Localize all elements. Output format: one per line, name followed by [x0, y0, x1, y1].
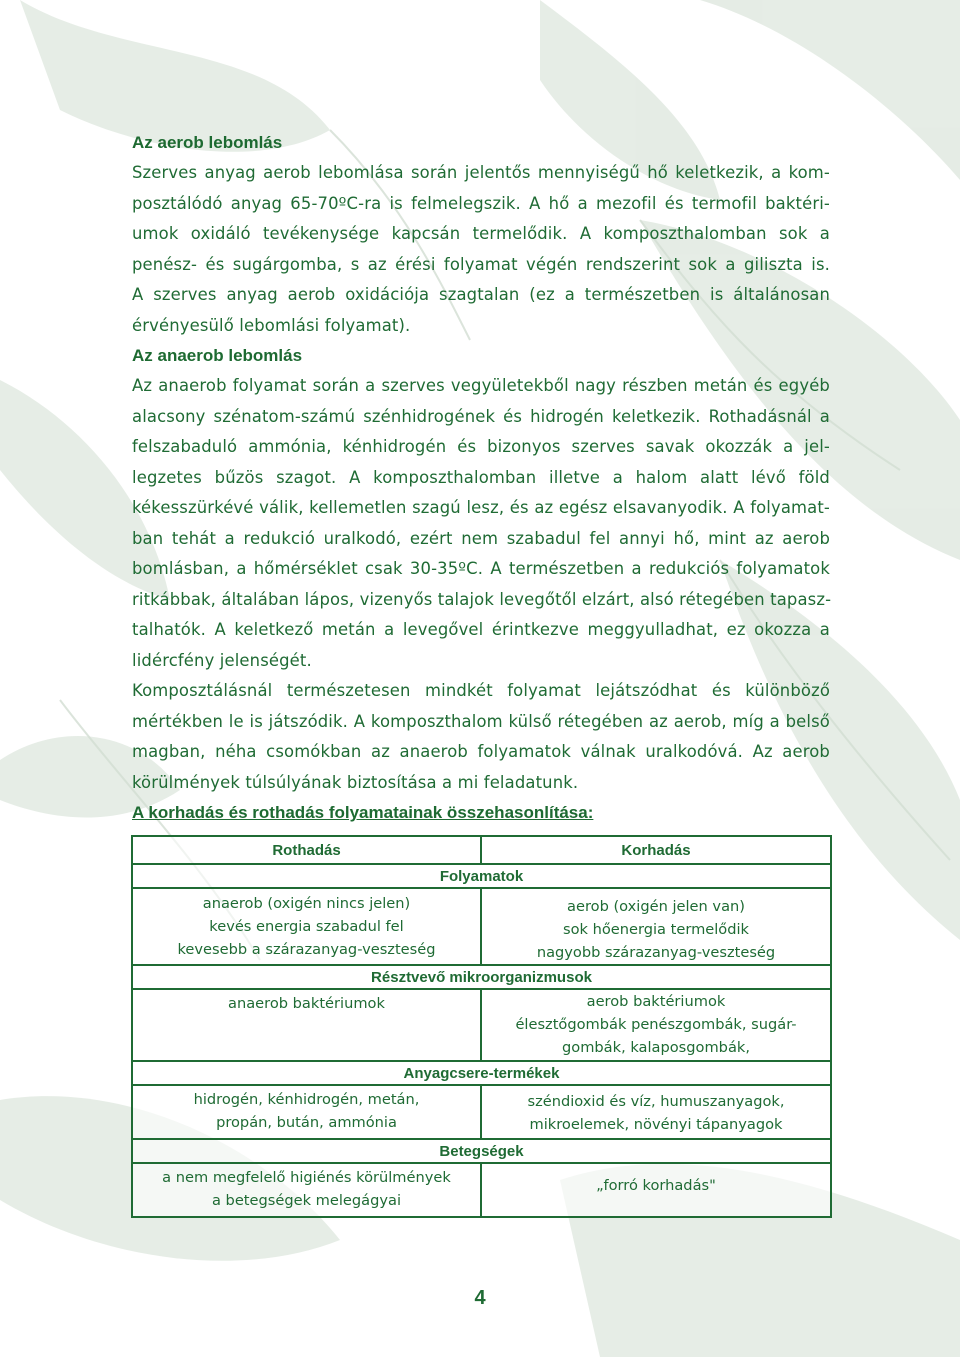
cell-line: „forró korhadás": [596, 1177, 716, 1194]
table-heading: A korhadás és rothadás folyamatainak összehasonlítása:: [132, 803, 594, 822]
text-line: bomlásban, a hőmérséklet csak 30-35ºC. A természetben a redukciós folyamatok: [132, 559, 830, 578]
table-cell-right: [481, 1163, 831, 1217]
text-line: Komposztálásnál természetesen mindkét folyamat lejátszódhat és különböző: [132, 681, 830, 700]
anaerob-heading: Az anaerob lebomlás: [132, 346, 303, 365]
table-cell-left: [132, 989, 481, 1061]
text-line: alacsony szénatom-számú szénhidrogének és hidrogén keletkezik. Rothadásnál a: [132, 406, 830, 426]
text-line: legzetes bűzös szagot. A komposzthalomban illetve a halom alatt lévő föld: [132, 467, 830, 487]
cell-line: a betegségek melegágyai: [211, 1192, 402, 1209]
text-line: A szerves anyag aerob oxidációja szagtalan (ez a természetben is általánosan: [132, 285, 830, 304]
column-header-rothadas: Rothadás: [132, 836, 481, 864]
table-cell-right: [481, 1085, 831, 1139]
section-label-folyamatok: Folyamatok: [132, 864, 831, 888]
cell-line: élesztőgombák penészgombák, sugár-: [515, 1016, 797, 1033]
section-row: [132, 965, 831, 989]
table-cell-right: [481, 888, 831, 965]
text-line: felszabaduló ammónia, kénhidrogén és bizonyos szerves savak okozzák a jel-: [132, 437, 830, 456]
section-row: [132, 1061, 831, 1085]
text-line: penész- és sugárgomba, s az érési folyamat végén rendszerint sok a giliszta is.: [132, 254, 830, 274]
cell-line: kevesebb a szárazanyag-veszteség: [177, 941, 436, 958]
section-label-mikroorganizmusok: Résztvevő mikroorganizmusok: [132, 965, 831, 989]
cell-line: aerob (oxigén jelen van): [567, 898, 745, 915]
text-line: magban, néha csomókban az anaerob folyamatok válnak uralkodóvá. Az aerob: [132, 742, 830, 761]
table-header-row: [132, 836, 831, 864]
text-line: kékesszürkévé válik, kellemetlen szagú lesz, és az egész elsavanyodik. A folyamat-: [132, 498, 830, 517]
cell-line: széndioxid és víz, humuszanyagok,: [527, 1093, 785, 1110]
column-header-korhadas: Korhadás: [481, 836, 831, 864]
table-cell-left: [132, 1085, 481, 1139]
text-line: ban tehát a redukció uralkodó, ezért nem szabadul fel annyi hő, mint az aerob: [132, 528, 830, 548]
text-line: körülmények túlsúlyának biztosítása a mi feladatunk.: [132, 772, 579, 792]
table-row: [132, 1163, 831, 1217]
text-line: Szerves anyag aerob lebomlása során jelentős mennyiségű hő keletkezik, a kom-: [132, 163, 830, 182]
text-line: talhatók. A keletkező metán a levegővel érintkezve meggyulladhat, ez okozza a: [132, 620, 830, 639]
section-label-anyagcsere: Anyagcsere-termékek: [132, 1061, 831, 1085]
main-text: [132, 128, 830, 828]
table-cell-left: [132, 1163, 481, 1217]
cell-line: sok hőenergia termelődik: [562, 921, 750, 938]
cell-line: anaerob (oxigén nincs jelen): [202, 895, 411, 912]
text-line: mértékben le is játszódik. A komposzthalom külső rétegében az aerob, míg a belső: [132, 711, 830, 731]
text-line: Az anaerob folyamat során a szerves vegyületekből nagy részben metán és egyéb: [132, 376, 830, 395]
section-row: [132, 864, 831, 888]
cell-line: mikroelemek, növényi tápanyagok: [529, 1116, 783, 1133]
cell-line: nagyobb szárazanyag-veszteség: [536, 944, 776, 961]
table-row: [132, 1085, 831, 1139]
comparison-table: [131, 835, 832, 1218]
cell-line: anaerob baktériumok: [228, 995, 385, 1012]
text-line: umok oxidáló tevékenysége kapcsán termelődik. A komposzthalomban sok a: [132, 224, 830, 243]
text-line: posztálódó anyag 65-70ºC-ra is felmelegszik. A hő a mezofil és termofil baktéri-: [132, 193, 830, 213]
page-number: 4: [474, 1287, 486, 1309]
cell-line: aerob baktériumok: [586, 993, 726, 1010]
text-line: ritkábbak, általában lápos, vizenyős talajok levegőtől elzárt, alsó rétegében tapasz-: [132, 589, 832, 609]
section-label-betegsegek: Betegségek: [132, 1139, 831, 1163]
table-row: [132, 989, 831, 1061]
table-row: [132, 888, 831, 965]
text-line: érvényesülő lebomlási folyamat).: [132, 315, 411, 335]
cell-line: kevés energia szabadul fel: [209, 918, 404, 935]
cell-line: propán, bután, ammónia: [216, 1114, 397, 1131]
cell-line: hidrogén, kénhidrogén, metán,: [193, 1091, 420, 1108]
text-line: lidércfény jelenségét.: [132, 650, 312, 670]
cell-line: a nem megfelelő higiénés körülmények: [162, 1169, 451, 1186]
table-cell-right: [481, 989, 831, 1061]
aerob-heading: Az aerob lebomlás: [132, 133, 283, 152]
cell-line: gombák, kalaposgombák,: [562, 1039, 750, 1056]
section-row: [132, 1139, 831, 1163]
table-cell-left: [132, 888, 481, 965]
